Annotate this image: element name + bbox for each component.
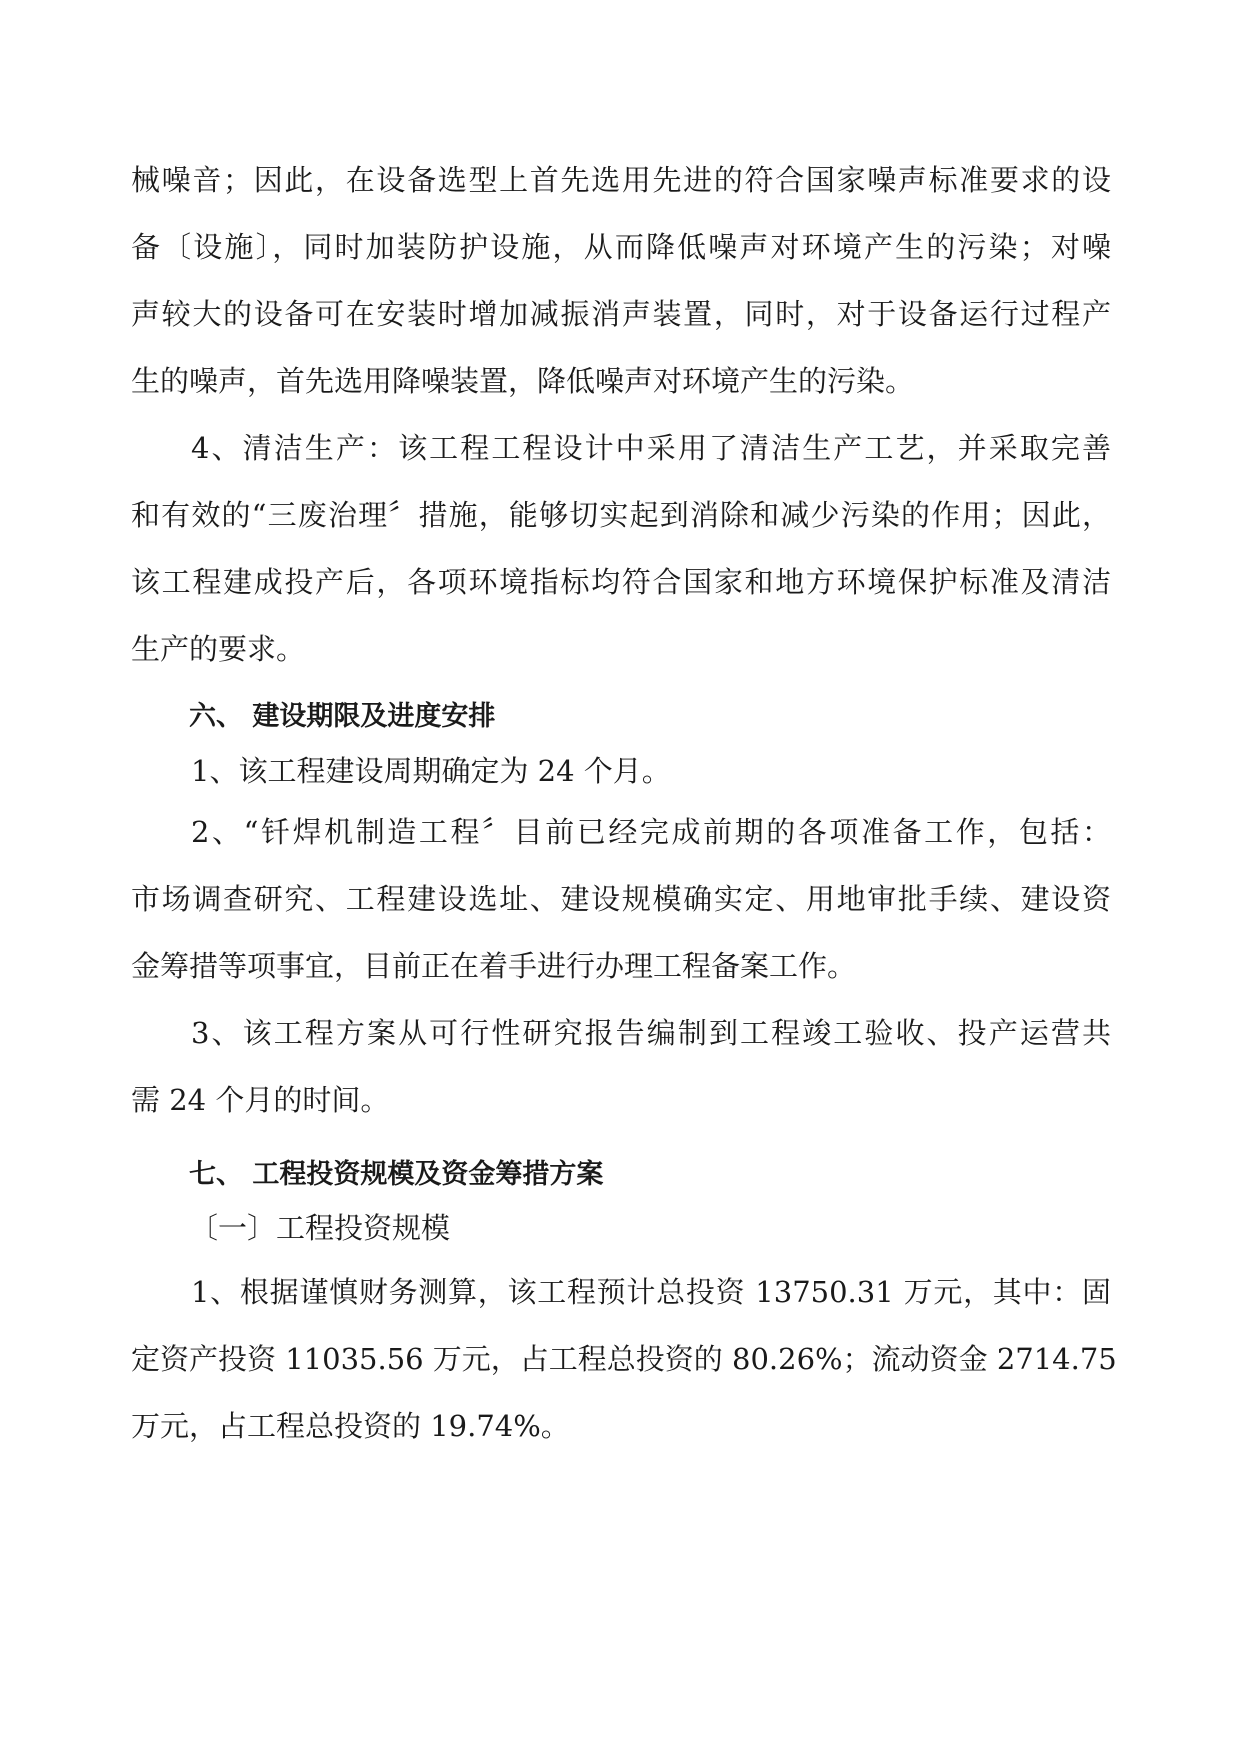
- paragraph-line: 市场调查研究、工程建设选址、建设规模确实定、用地审批手续、建设资: [131, 882, 1111, 916]
- section-heading: 七、 工程投资规模及资金筹措方案: [189, 1159, 604, 1190]
- list-item: 1、该工程建设周期确定为 24 个月。: [191, 754, 671, 788]
- list-item: 1、根据谨慎财务测算，该工程预计总投资 13750.31 万元，其中：固: [191, 1275, 1111, 1309]
- list-item: 3、该工程方案从可行性研究报告编制到工程竣工验收、投产运营共: [191, 1016, 1111, 1050]
- paragraph-line: 万元，占工程总投资的 19.74%。: [131, 1409, 570, 1443]
- paragraph-line: 和有效的“三废治理〞措施，能够切实起到消除和减少污染的作用；因此，: [131, 498, 1111, 532]
- list-item: 2、“钎焊机制造工程〞目前已经完成前期的各项准备工作，包括：: [191, 815, 1111, 849]
- paragraph-line: 定资产投资 11035.56 万元，占工程总投资的 80.26%；流动资金 2714.75: [131, 1342, 1117, 1376]
- section-heading: 六、 建设期限及进度安排: [189, 701, 496, 732]
- paragraph-line: 该工程建成投产后，各项环境指标均符合国家和地方环境保护标准及清洁: [131, 565, 1111, 599]
- subsection-heading: 〔一〕工程投资规模: [189, 1211, 451, 1245]
- paragraph-line: 生的噪声，首先选用降噪装置，降低噪声对环境产生的污染。: [131, 364, 915, 398]
- paragraph-line: 生产的要求。: [131, 632, 306, 666]
- paragraph-line: 备〔设施〕，同时加装防护设施，从而降低噪声对环境产生的污染；对噪: [131, 230, 1111, 264]
- paragraph-line: 金筹措等项事宜，目前正在着手进行办理工程备案工作。: [131, 949, 857, 983]
- paragraph-line: 4、清洁生产：该工程工程设计中采用了清洁生产工艺，并采取完善: [191, 431, 1111, 465]
- paragraph-line: 声较大的设备可在安装时增加减振消声装置，同时，对于设备运行过程产: [131, 297, 1111, 331]
- paragraph-line: 械噪音；因此，在设备选型上首先选用先进的符合国家噪声标准要求的设: [131, 163, 1111, 197]
- paragraph-line: 需 24 个月的时间。: [131, 1083, 390, 1117]
